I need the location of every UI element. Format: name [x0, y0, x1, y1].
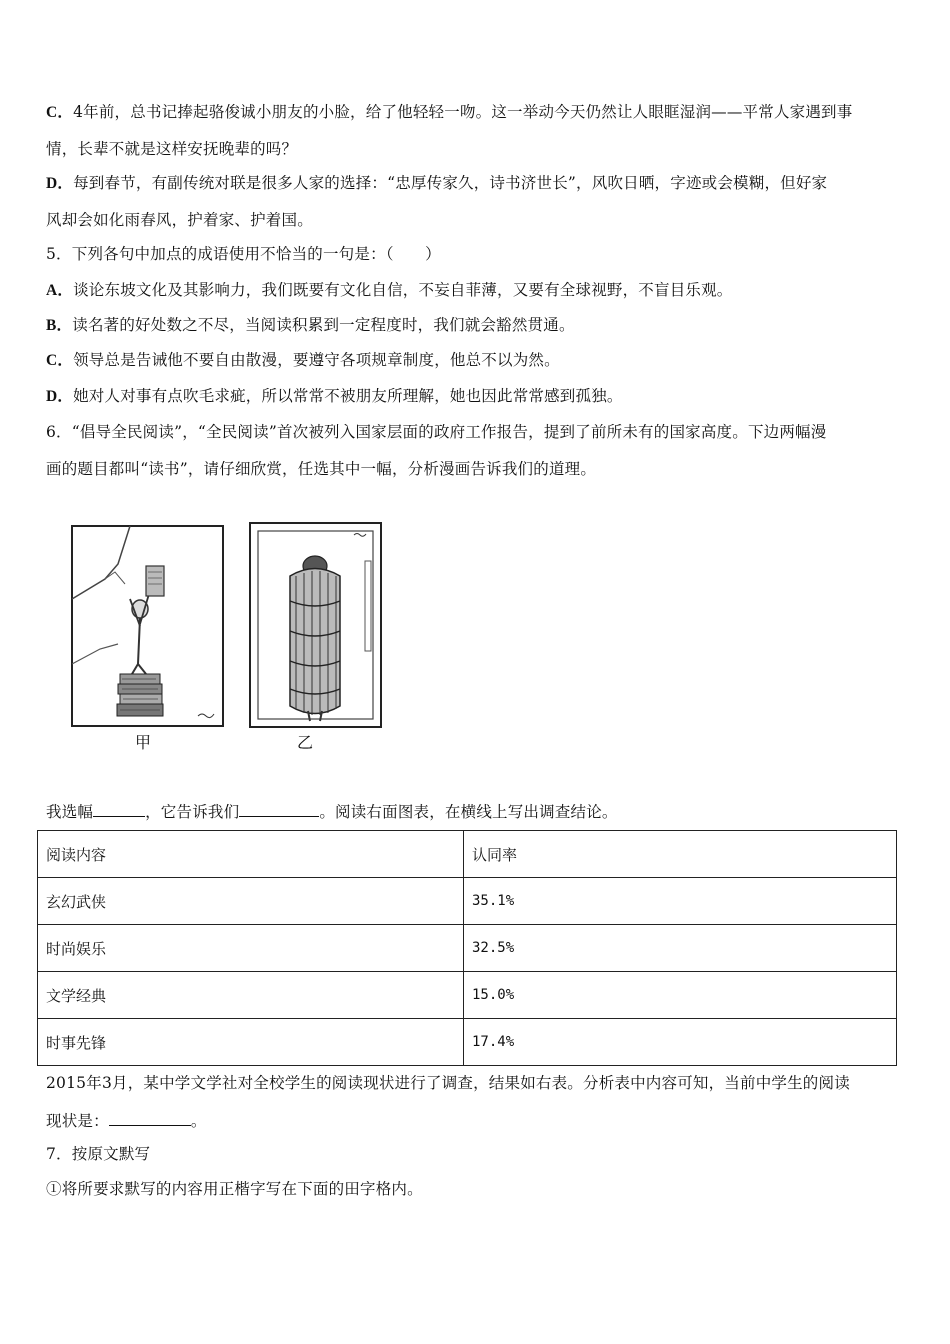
q4-option-d-line1: D．每到春节，有副传统对联是很多人家的选择：“忠厚传家久，诗书济世长”，风吹日晒，字迹或会模糊，但好家: [46, 174, 828, 192]
q5-stem: 5．下列各句中加点的成语使用不恰当的一句是：（ ）: [46, 245, 441, 263]
cartoon-yi-caption: 乙: [297, 733, 314, 752]
q4-option-c-line1: C．4年前，总书记捧起骆俊诚小朋友的小脸，给了他轻轻一吻。这一举动今天仍然让人眼眶湿润——平常人家遇到事: [46, 103, 853, 121]
q5-option-d: D．她对人对事有点吹毛求疵，所以常常不被朋友所理解，她也因此常常感到孤独。: [46, 387, 623, 405]
table-row: [38, 925, 897, 972]
table-header-cell: 阅读内容: [38, 831, 464, 878]
q6-conclusion-line1: 2015年3月，某中学文学社对全校学生的阅读现状进行了调查，结果如右表。分析表中内容可知，当前中学生的阅读: [46, 1074, 850, 1092]
q7-stem: 7．按原文默写: [46, 1145, 151, 1163]
table-cell: 35.1%: [464, 878, 897, 925]
q6-answer-line: 我选幅 ，它告诉我们 。阅读右面图表，在横线上写出调查结论。: [46, 800, 618, 823]
q6-conclusion-line2: 现状是： 。: [46, 1109, 207, 1132]
q5-option-b-label: B．: [46, 317, 73, 334]
cartoon-jia-image: [70, 524, 225, 728]
table-cell: 时尚娱乐: [38, 925, 464, 972]
q4-option-d-line2: 风却会如化雨春风，护着家、护着国。: [46, 211, 313, 229]
q6-blank-conclusion[interactable]: [109, 1109, 191, 1126]
q6-stem-line1: 6．“倡导全民阅读”，“全民阅读”首次被列入国家层面的政府工作报告，提到了前所未有的国家高度。下边两幅漫: [46, 423, 827, 441]
q5-option-b: B．读名著的好处数之不尽，当阅读积累到一定程度时，我们就会豁然贯通。: [46, 316, 575, 334]
q6-stem-line2: 画的题目都叫“读书”，请仔细欣赏，任选其中一幅，分析漫画告诉我们的道理。: [46, 460, 597, 478]
q5-option-c-label: C．: [46, 352, 74, 369]
q4-option-d-label: D．: [46, 175, 74, 192]
q6-blank-lesson[interactable]: [239, 800, 319, 817]
table-cell: 玄幻武侠: [38, 878, 464, 925]
q5-option-a: A．谈论东坡文化及其影响力，我们既要有文化自信，不妄自菲薄，又要有全球视野，不盲目乐观。: [46, 281, 733, 299]
q4-option-c-line2: 情，长辈不就是这样安抚晚辈的吗？: [46, 140, 298, 158]
q4-option-c-label: C．: [46, 104, 74, 121]
reading-survey-table: [37, 830, 897, 1066]
table-header-cell: 认同率: [464, 831, 897, 878]
cartoon-jia-caption: 甲: [135, 733, 152, 752]
table-row: [38, 972, 897, 1019]
table-cell: 时事先锋: [38, 1019, 464, 1066]
table-row: [38, 878, 897, 925]
table-cell: 15.0%: [464, 972, 897, 1019]
table-cell: 32.5%: [464, 925, 897, 972]
cartoon-yi-image: [248, 521, 383, 729]
q5-option-c: C．领导总是告诫他不要自由散漫，要遵守各项规章制度，他总不以为然。: [46, 351, 560, 369]
q5-option-d-label: D．: [46, 388, 74, 405]
table-header-row: [38, 831, 897, 878]
table-cell: 17.4%: [464, 1019, 897, 1066]
q7-sub1: ①将所要求默写的内容用正楷字写在下面的田字格内。: [46, 1180, 423, 1198]
table-cell: 文学经典: [38, 972, 464, 1019]
table-row: [38, 1019, 897, 1066]
q6-blank-choice[interactable]: [93, 800, 145, 817]
q5-option-a-label: A．: [46, 282, 74, 299]
